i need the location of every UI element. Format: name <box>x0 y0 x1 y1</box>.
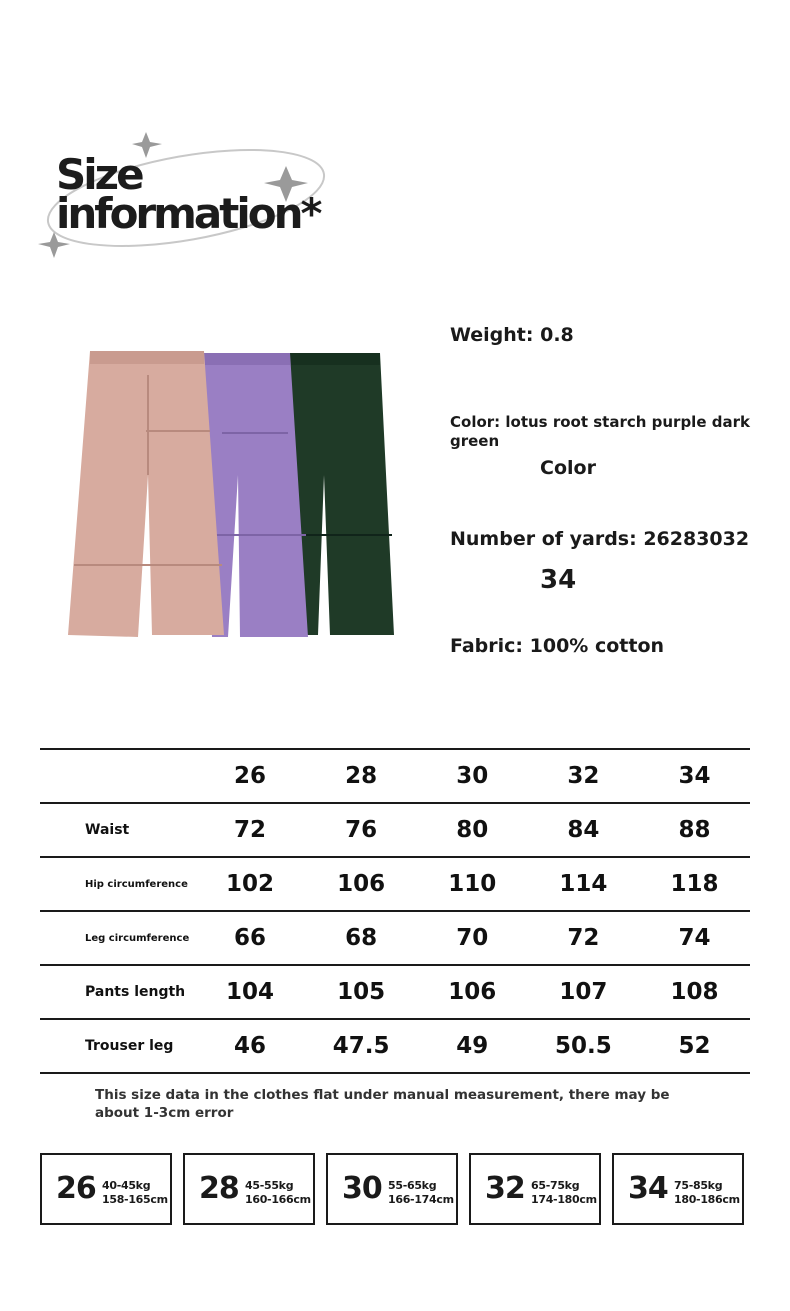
table-row <box>40 857 750 911</box>
size-guide-weight: 45-55kg <box>245 1179 294 1192</box>
table-cell: 50.5 <box>528 1019 639 1073</box>
table-row <box>40 803 750 857</box>
size-guide-size: 26 <box>56 1171 96 1206</box>
size-guide-weight: 75-85kg <box>674 1179 723 1192</box>
size-header: 26 <box>195 749 306 803</box>
table-cell: 104 <box>195 965 306 1019</box>
table-cell: 105 <box>306 965 417 1019</box>
size-guide-height: 166-174cm <box>388 1193 454 1206</box>
table-cell: 66 <box>195 911 306 965</box>
size-guide-box <box>40 1153 172 1225</box>
size-header: 30 <box>417 749 528 803</box>
size-guide-info <box>674 1179 740 1207</box>
size-information-logo <box>36 128 336 268</box>
row-label-waist: Waist <box>40 803 195 857</box>
size-guide-height: 158-165cm <box>102 1193 168 1206</box>
table-cell: 72 <box>528 911 639 965</box>
size-table <box>40 748 750 1074</box>
table-cell: 52 <box>639 1019 750 1073</box>
size-guide-info <box>102 1179 168 1207</box>
table-cell: 76 <box>306 803 417 857</box>
size-guide-size: 28 <box>199 1171 239 1206</box>
size-header: 28 <box>306 749 417 803</box>
table-cell: 72 <box>195 803 306 857</box>
size-guide-box <box>183 1153 315 1225</box>
size-guide-weight: 55-65kg <box>388 1179 437 1192</box>
size-guide-info <box>245 1179 311 1207</box>
table-cell: 80 <box>417 803 528 857</box>
table-header-row <box>40 749 750 803</box>
table-cell: 107 <box>528 965 639 1019</box>
table-cell: 118 <box>639 857 750 911</box>
table-cell: 70 <box>417 911 528 965</box>
size-header: 32 <box>528 749 639 803</box>
table-cell: 46 <box>195 1019 306 1073</box>
table-cell: 74 <box>639 911 750 965</box>
table-row <box>40 965 750 1019</box>
size-guide-box <box>326 1153 458 1225</box>
size-guide-info <box>531 1179 597 1207</box>
size-guide-size: 34 <box>628 1171 668 1206</box>
table-cell: 84 <box>528 803 639 857</box>
row-label-leg: Leg circumference <box>40 911 195 965</box>
table-cell: 88 <box>639 803 750 857</box>
size-guide-height: 180-186cm <box>674 1193 740 1206</box>
yards-spec: Number of yards: 26283032 <box>450 528 750 550</box>
pants-lotus-root-pink <box>68 351 224 637</box>
table-corner-cell <box>40 749 195 803</box>
table-cell: 106 <box>417 965 528 1019</box>
product-image-pants <box>62 345 402 645</box>
pants-dark-green <box>290 353 394 635</box>
size-guide-height: 160-166cm <box>245 1193 311 1206</box>
size-guide-weight: 65-75kg <box>531 1179 580 1192</box>
row-label-pants-length: Pants length <box>40 965 195 1019</box>
logo-text-information: information* <box>56 189 320 238</box>
size-guide-box <box>612 1153 744 1225</box>
size-guide-size: 32 <box>485 1171 525 1206</box>
fabric-spec: Fabric: 100% cotton <box>450 635 665 657</box>
color-spec: Color: lotus root starch purple dark green <box>450 413 750 450</box>
row-label-trouser-leg: Trouser leg <box>40 1019 195 1073</box>
table-row <box>40 1019 750 1073</box>
table-cell: 110 <box>417 857 528 911</box>
size-guide-weight: 40-45kg <box>102 1179 151 1192</box>
table-cell: 68 <box>306 911 417 965</box>
table-cell: 49 <box>417 1019 528 1073</box>
size-guide-info <box>388 1179 454 1207</box>
table-cell: 114 <box>528 857 639 911</box>
measurement-note: This size data in the clothes flat under manual measurement, there may be about 1-3cm error <box>95 1087 670 1121</box>
size-guide-size: 30 <box>342 1171 382 1206</box>
size-guide-box <box>469 1153 601 1225</box>
table-cell: 47.5 <box>306 1019 417 1073</box>
size-guide-height: 174-180cm <box>531 1193 597 1206</box>
table-cell: 108 <box>639 965 750 1019</box>
logo-text-size: Size <box>56 150 142 199</box>
weight-spec: Weight: 0.8 <box>450 324 574 346</box>
yards-spec-sub: 34 <box>540 565 577 595</box>
table-cell: 102 <box>195 857 306 911</box>
table-row <box>40 911 750 965</box>
table-cell: 106 <box>306 857 417 911</box>
color-spec-sub: Color <box>540 457 596 479</box>
size-header: 34 <box>639 749 750 803</box>
row-label-hip: Hip circumference <box>40 857 195 911</box>
